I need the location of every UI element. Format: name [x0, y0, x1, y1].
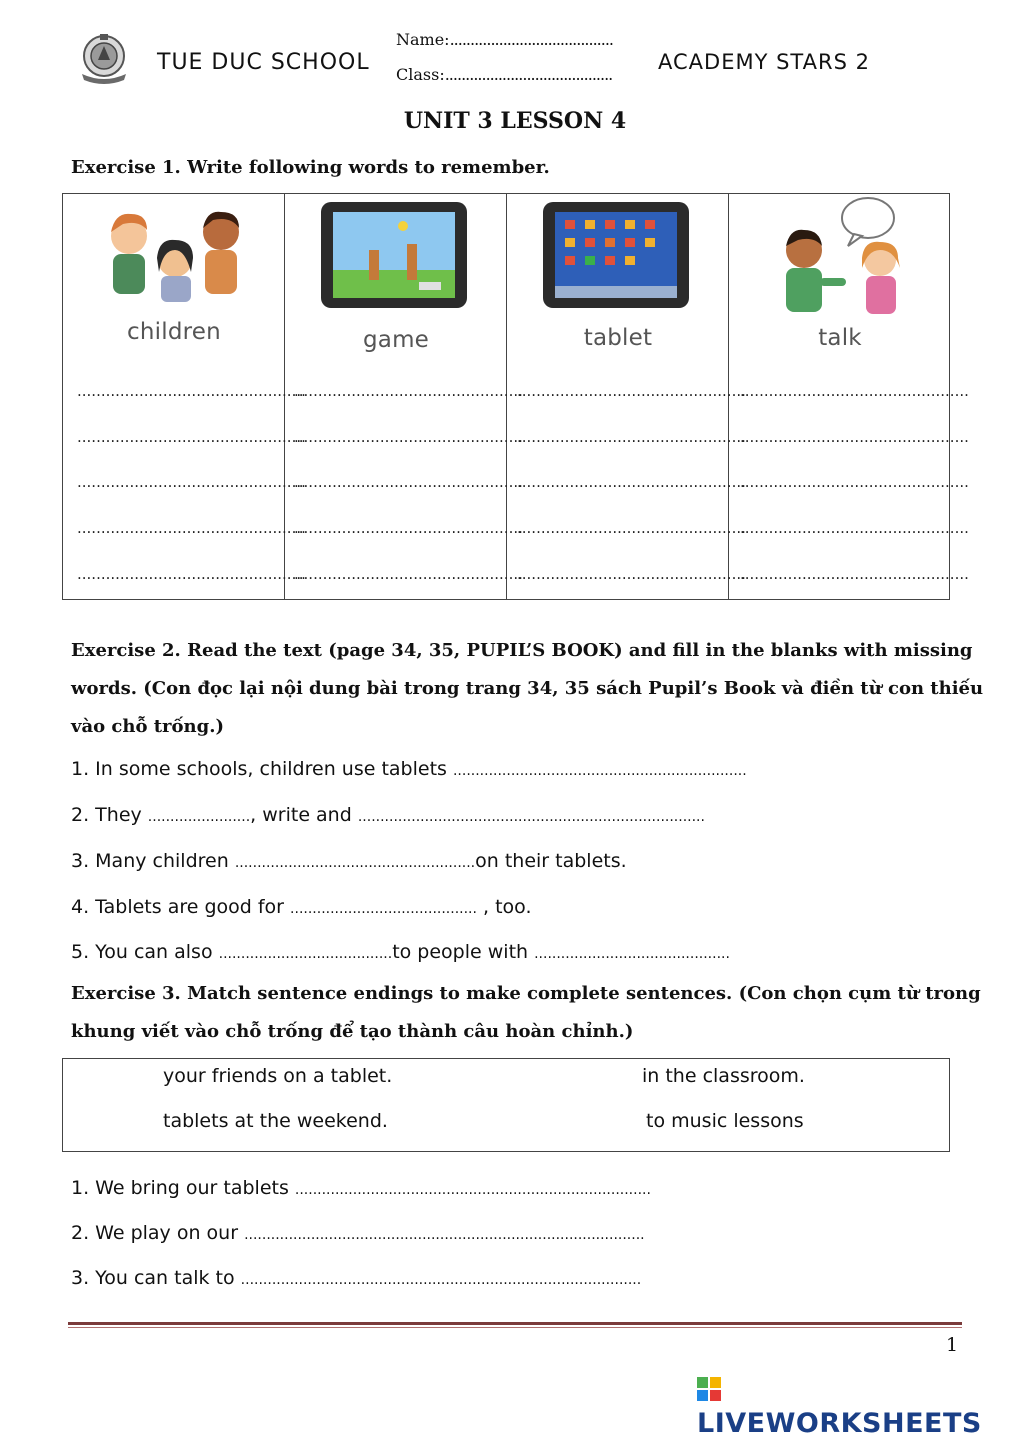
writing-blank[interactable]: ................................................: [517, 473, 746, 491]
children-picture: [101, 202, 251, 306]
sentence-text: 1. In some schools, children use tablets: [71, 758, 447, 780]
name-label: Name:: [396, 30, 450, 49]
word-bank-option: your friends on a tablet.: [163, 1065, 393, 1087]
word-bank-option: tablets at the weekend.: [163, 1110, 388, 1132]
answer-blank[interactable]: ............................................: [534, 946, 730, 962]
word-bank-box: [62, 1058, 950, 1152]
writing-blank[interactable]: ................................................: [517, 519, 746, 537]
class-label: Class:: [396, 65, 445, 84]
talk-picture: [758, 196, 928, 320]
writing-blank[interactable]: ................................................: [517, 382, 746, 400]
exercise2-sentence-4: [71, 896, 532, 918]
sentence-text: 1. We bring our tablets: [71, 1177, 289, 1199]
writing-blank[interactable]: ................................................: [740, 473, 969, 491]
writing-blank[interactable]: ................................................: [517, 428, 746, 446]
exercise3-heading-line1: Exercise 3. Match sentence endings to make complete sentences. (Con chọn cụm từ trong: [71, 983, 981, 1004]
word-tablet: tablet: [583, 325, 653, 351]
sentence-text: to people with: [392, 941, 529, 963]
sentence-text: 4. Tablets are good for: [71, 896, 284, 918]
writing-blank[interactable]: ................................................: [77, 473, 306, 491]
writing-blank[interactable]: ................................................: [77, 382, 306, 400]
school-name: TUE DUC SCHOOL: [157, 50, 370, 75]
class-field[interactable]: [396, 65, 612, 84]
exercise2-sentence-1: [71, 758, 747, 780]
footer-divider: [68, 1322, 962, 1325]
word-bank-option: in the classroom.: [642, 1065, 805, 1087]
page-number: 1: [946, 1334, 959, 1356]
tablet-picture: [541, 200, 691, 314]
word-talk: talk: [818, 325, 862, 351]
answer-blank[interactable]: ................................................................................: [294, 1182, 651, 1198]
writing-blank[interactable]: ................................................: [517, 565, 746, 583]
writing-blank[interactable]: ................................................: [294, 428, 523, 446]
exercise2-sentence-2: [71, 804, 705, 826]
school-logo: [78, 30, 130, 86]
answer-blank[interactable]: ......................................................: [234, 855, 476, 871]
answer-blank[interactable]: .......................: [147, 809, 251, 825]
exercise2-heading-line3: vào chỗ trống.): [71, 716, 224, 737]
writing-blank[interactable]: ................................................: [294, 519, 523, 537]
answer-blank[interactable]: ..................................................................: [452, 763, 747, 779]
writing-blank[interactable]: ................................................: [740, 519, 969, 537]
sentence-text: , write and: [250, 804, 352, 826]
sentence-text: 3. Many children: [71, 850, 229, 872]
writing-blank[interactable]: ................................................: [77, 519, 306, 537]
writing-blank[interactable]: ................................................: [294, 565, 523, 583]
answer-blank[interactable]: ..............................................................................: [357, 809, 705, 825]
page-title: UNIT 3 LESSON 4: [403, 108, 627, 134]
exercise3-heading-line2: khung viết vào chỗ trống để tạo thành câu hoàn chỉnh.): [71, 1021, 634, 1042]
sentence-text: , too.: [483, 896, 532, 918]
word-game: game: [362, 327, 430, 353]
writing-blank[interactable]: ................................................: [740, 428, 969, 446]
exercise2-heading-line2: words. (Con đọc lại nội dung bài trong trang 34, 35 sách Pupil’s Book và điền từ con thiếu: [71, 678, 984, 699]
exercise1-heading: Exercise 1. Write following words to remember.: [71, 157, 550, 178]
liveworksheets-icon: [697, 1377, 721, 1408]
writing-blank[interactable]: ................................................: [294, 473, 523, 491]
word-children: children: [127, 319, 221, 345]
answer-blank[interactable]: .......................................: [218, 946, 393, 962]
name-field[interactable]: [396, 30, 613, 49]
class-blank[interactable]: .........................................: [444, 65, 613, 84]
answer-blank[interactable]: ..........................................................................................: [240, 1272, 642, 1288]
brand-name: LIVEWORKSHEETS: [697, 1408, 982, 1439]
exercise2-sentence-5: [71, 941, 730, 963]
footer-divider: [68, 1327, 962, 1328]
sentence-text: 2. They: [71, 804, 142, 826]
writing-blank[interactable]: ................................................: [77, 565, 306, 583]
name-blank[interactable]: ........................................: [449, 30, 614, 49]
writing-blank[interactable]: ................................................: [77, 428, 306, 446]
sentence-text: on their tablets.: [475, 850, 627, 872]
sentence-text: 2. We play on our: [71, 1222, 239, 1244]
exercise3-question-3: [71, 1267, 641, 1289]
liveworksheets-logo[interactable]: [697, 1374, 1000, 1439]
sentence-text: 5. You can also: [71, 941, 213, 963]
exercise2-heading-line1: Exercise 2. Read the text (page 34, 35, PUPIL’S BOOK) and fill in the blanks with missing: [71, 640, 973, 661]
game-tablet-picture: [319, 200, 469, 314]
sentence-text: 3. You can talk to: [71, 1267, 235, 1289]
answer-blank[interactable]: ..........................................: [290, 901, 477, 917]
writing-blank[interactable]: ................................................: [740, 565, 969, 583]
writing-blank[interactable]: ................................................: [294, 382, 523, 400]
exercise3-question-2: [71, 1222, 645, 1244]
exercise2-sentence-3: [71, 850, 627, 872]
exercise3-question-1: [71, 1177, 651, 1199]
course-name: ACADEMY STARS 2: [658, 50, 870, 74]
writing-blank[interactable]: ................................................: [740, 382, 969, 400]
answer-blank[interactable]: ..........................................................................................: [244, 1227, 645, 1243]
word-bank-option: to music lessons: [646, 1110, 804, 1132]
